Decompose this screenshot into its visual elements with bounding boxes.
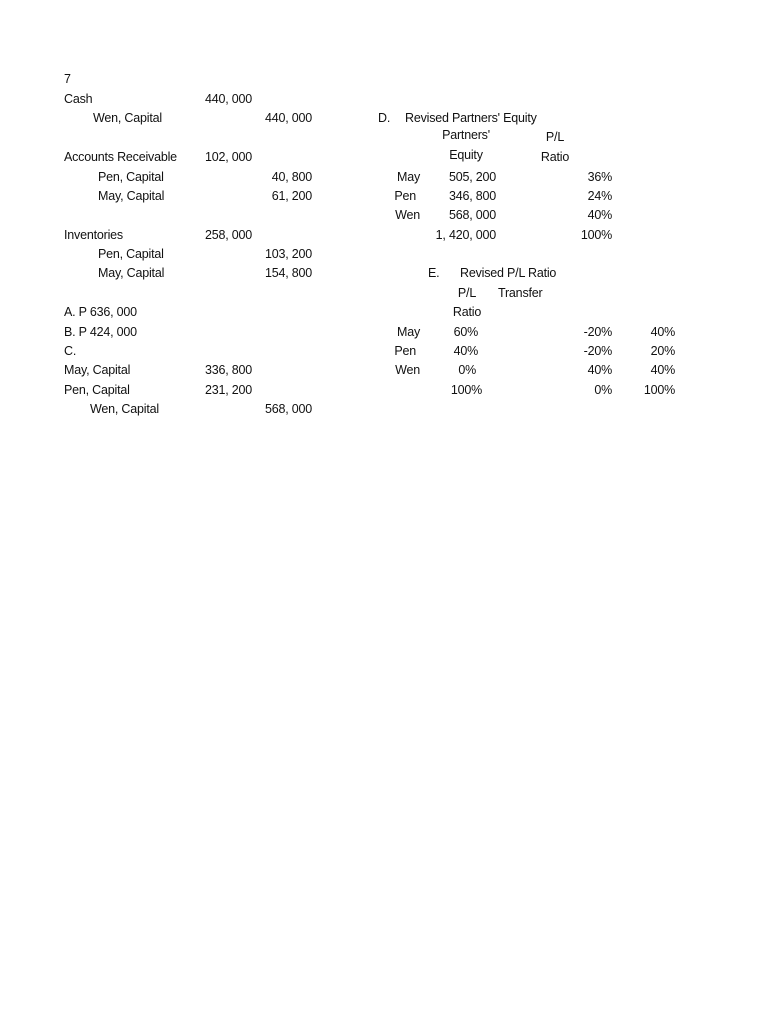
pen-capital-credit: 103, 200 xyxy=(264,247,312,261)
section-e-row-ratio: 40% xyxy=(453,344,478,358)
section-e-row-new: 20% xyxy=(650,344,675,358)
answer-b: B. P 424, 000 xyxy=(64,325,137,339)
section-d-row-ratio: 40% xyxy=(587,208,612,222)
section-e-row-transfer: -20% xyxy=(583,325,612,339)
section-d-row-ratio: 24% xyxy=(587,189,612,203)
may-capital-label: May, Capital xyxy=(64,363,131,377)
section-e-letter: E. xyxy=(428,266,440,280)
section-e-row-new: 40% xyxy=(650,363,675,377)
section-d-row-equity: 505, 200 xyxy=(448,170,496,184)
cash-debit: 440, 000 xyxy=(204,92,252,106)
pen-capital-credit: 40, 800 xyxy=(271,170,312,184)
answer-a: A. P 636, 000 xyxy=(64,305,137,319)
may-capital-label: May, Capital xyxy=(98,189,165,203)
section-e-row-ratio: 0% xyxy=(458,363,476,377)
problem-number: 7 xyxy=(64,72,71,86)
section-d-ratio-header: P/L xyxy=(545,130,565,144)
section-e-row-transfer: 40% xyxy=(587,363,612,377)
section-e-row-transfer: -20% xyxy=(583,344,612,358)
answer-c: C. xyxy=(64,344,77,358)
inventories-label: Inventories xyxy=(64,228,123,242)
section-e-row-new: 40% xyxy=(650,325,675,339)
section-e-row-ratio: 60% xyxy=(453,325,478,339)
accounts-receivable-debit: 102, 000 xyxy=(204,150,252,164)
section-d-total-ratio: 100% xyxy=(580,228,612,242)
section-d-equity-header: Equity xyxy=(449,148,483,162)
section-d-letter: D. xyxy=(378,111,391,125)
inventories-debit: 258, 000 xyxy=(204,228,252,242)
wen-capital-label: Wen, Capital xyxy=(93,111,162,125)
section-e-total-new: 100% xyxy=(643,383,675,397)
wen-capital-label: Wen, Capital xyxy=(90,402,159,416)
may-capital-credit: 61, 200 xyxy=(271,189,312,203)
section-d-title: Revised Partners' Equity xyxy=(405,111,537,125)
section-d-row-name: Pen xyxy=(394,189,416,203)
section-e-ratio-header: P/L xyxy=(457,286,477,300)
may-capital-debit: 336, 800 xyxy=(204,363,252,377)
wen-capital-credit: 568, 000 xyxy=(264,402,312,416)
section-d-row-ratio: 36% xyxy=(587,170,612,184)
pen-capital-debit: 231, 200 xyxy=(204,383,252,397)
section-e-title: Revised P/L Ratio xyxy=(460,266,557,280)
wen-capital-credit: 440, 000 xyxy=(264,111,312,125)
pen-capital-label: Pen, Capital xyxy=(64,383,130,397)
section-e-transfer-header: Transfer xyxy=(498,286,543,300)
section-e-row-name: Pen xyxy=(394,344,416,358)
section-d-equity-header: Partners' xyxy=(442,128,490,142)
section-d-total-equity: 1, 420, 000 xyxy=(435,228,496,242)
section-e-total-ratio: 100% xyxy=(450,383,482,397)
pen-capital-label: Pen, Capital xyxy=(98,170,164,184)
cash-label: Cash xyxy=(64,92,93,106)
section-d-ratio-header: Ratio xyxy=(540,150,570,164)
section-e-total-transfer: 0% xyxy=(594,383,612,397)
section-d-row-equity: 346, 800 xyxy=(448,189,496,203)
may-capital-label: May, Capital xyxy=(98,266,165,280)
may-capital-credit: 154, 800 xyxy=(264,266,312,280)
pen-capital-label: Pen, Capital xyxy=(98,247,164,261)
section-e-row-name: May xyxy=(396,325,420,339)
section-e-ratio-header: Ratio xyxy=(452,305,482,319)
section-d-row-name: May xyxy=(396,170,420,184)
section-d-row-name: Wen xyxy=(395,208,420,222)
section-e-row-name: Wen xyxy=(395,363,420,377)
section-d-row-equity: 568, 000 xyxy=(448,208,496,222)
accounts-receivable-label: Accounts Receivable xyxy=(64,150,177,164)
